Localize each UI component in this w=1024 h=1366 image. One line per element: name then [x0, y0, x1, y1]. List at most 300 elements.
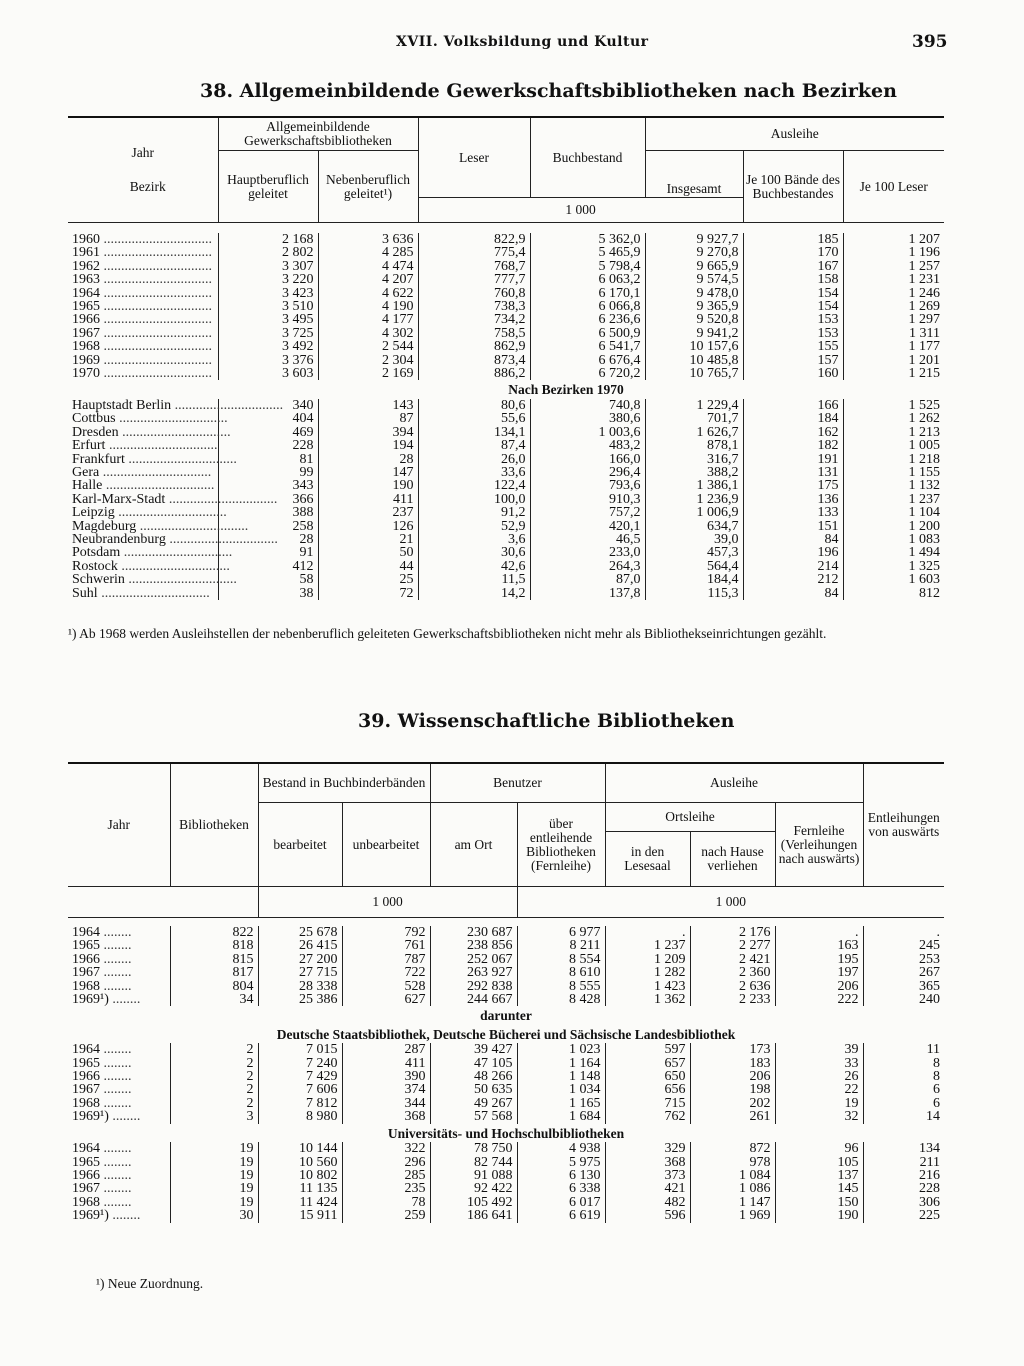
cell-value: 133 [743, 506, 843, 519]
col-hauptberuflich: Hauptberuflich geleitet [227, 171, 309, 201]
row-label: Gera ............................... [72, 464, 212, 480]
cell-value: 19 [170, 1169, 258, 1182]
cell-value: 738,3 [418, 300, 530, 313]
cell-value: 136 [743, 493, 843, 506]
cell-value: 760,8 [418, 287, 530, 300]
section-label: Nach Bezirken 1970 [508, 382, 624, 398]
cell-value: 143 [318, 399, 418, 412]
cell-value: 134 [863, 1142, 944, 1155]
cell-value: 80,6 [418, 399, 530, 412]
cell-value: 15 911 [258, 1209, 342, 1222]
cell-value: 2 [170, 1070, 258, 1083]
cell-value: 1 257 [843, 260, 944, 273]
cell-value: 322 [342, 1142, 430, 1155]
row-label-text: Hauptstadt Berlin [72, 397, 172, 413]
cell-value: 2 [170, 1097, 258, 1110]
table-38 [68, 116, 944, 600]
cell-value: 47 105 [430, 1057, 517, 1070]
row-label: 1966 ........ [72, 951, 132, 967]
row-label: 1964 ........ [72, 1141, 132, 1157]
row-label-text: 1966 [72, 1167, 100, 1183]
col-bezirk: Bezirk [129, 179, 166, 194]
cell-value: 5 798,4 [530, 260, 645, 273]
table-row [68, 1083, 944, 1096]
cell-value: 162 [743, 426, 843, 439]
cell-value: 1 213 [843, 426, 944, 439]
cell-value: 701,7 [645, 412, 743, 425]
table-row [68, 313, 944, 326]
cell-value: 564,4 [645, 560, 743, 573]
table-row [68, 1043, 944, 1056]
cell-value: 78 [342, 1196, 430, 1209]
cell-value: 57 568 [430, 1110, 517, 1123]
cell-value: 722 [342, 966, 430, 979]
cell-value: 978 [690, 1156, 775, 1169]
cell-value: 340 [218, 399, 318, 412]
cell-value: 3 636 [318, 233, 418, 246]
cell-value: 6 338 [517, 1182, 605, 1195]
cell-value: 9 520,8 [645, 313, 743, 326]
cell-value: 872 [690, 1142, 775, 1155]
table-38-footnote: ¹) Ab 1968 werden Ausleihstellen der nebenberuflich geleiteten Gewerkschaftsbibliotheken nicht mehr als Bibliothekseinrichtungen gezählt. [68, 626, 827, 641]
cell-value: 27 200 [258, 953, 342, 966]
col-nebenberuflich: Nebenberuflich geleitet¹) [326, 171, 410, 201]
table-row [68, 1156, 944, 1169]
cell-value: 19 [170, 1196, 258, 1209]
cell-value: 3 495 [218, 313, 318, 326]
cell-value: 84 [743, 533, 843, 546]
cell-value: 8 554 [517, 953, 605, 966]
cell-value: 87 [318, 412, 418, 425]
page-number: 395 [912, 32, 948, 52]
table-38-header [68, 117, 944, 233]
col-ausleihe: Ausleihe [710, 775, 759, 790]
table-row [68, 546, 944, 559]
cell-value: 4 938 [517, 1142, 605, 1155]
cell-value: 190 [775, 1209, 863, 1222]
cell-value: 792 [342, 926, 430, 939]
cell-value: 6 063,2 [530, 273, 645, 286]
col-am-ort: am Ort [454, 836, 493, 852]
cell-value: 457,3 [645, 546, 743, 559]
row-label: Schwerin ............................... [72, 572, 237, 588]
cell-value: 1 083 [843, 533, 944, 546]
cell-value: 285 [342, 1169, 430, 1182]
cell-value: 7 812 [258, 1097, 342, 1110]
cell-value: 8 [863, 1070, 944, 1083]
cell-value: 1 231 [843, 273, 944, 286]
cell-value: 388 [218, 506, 318, 519]
cell-value: 39 427 [430, 1043, 517, 1056]
cell-value: 1 132 [843, 479, 944, 492]
col-benutzer: Benutzer [493, 775, 542, 790]
cell-value: 777,7 [418, 273, 530, 286]
cell-value: 388,2 [645, 466, 743, 479]
cell-value: 25 [318, 573, 418, 586]
cell-value: 8 555 [517, 980, 605, 993]
cell-value: . [775, 926, 863, 939]
cell-value: 757,2 [530, 506, 645, 519]
cell-value: 4 207 [318, 273, 418, 286]
table-row [68, 260, 944, 273]
cell-value: 8 610 [517, 966, 605, 979]
cell-value: 28 [318, 453, 418, 466]
cell-value: 1 155 [843, 466, 944, 479]
cell-value: 1 165 [517, 1097, 605, 1110]
cell-value: 167 [743, 260, 843, 273]
cell-value: 9 365,9 [645, 300, 743, 313]
cell-value: 228 [218, 439, 318, 452]
row-label-text: Rostock [72, 558, 118, 574]
table-row [68, 354, 944, 367]
cell-value: 211 [863, 1156, 944, 1169]
cell-value: 316,7 [645, 453, 743, 466]
cell-value: 22 [775, 1083, 863, 1096]
cell-value: 1 215 [843, 367, 944, 380]
table-row [68, 327, 944, 340]
cell-value: 596 [605, 1209, 690, 1222]
row-label-text: 1967 [72, 965, 100, 981]
cell-value: 33 [775, 1057, 863, 1070]
row-label-text: 1960 [72, 232, 100, 247]
cell-value: 92 422 [430, 1182, 517, 1195]
cell-value: 252 067 [430, 953, 517, 966]
table-row [68, 453, 944, 466]
cell-value: 91 [218, 546, 318, 559]
cell-value: . [863, 926, 944, 939]
cell-value: 259 [342, 1209, 430, 1222]
cell-value: 8 980 [258, 1110, 342, 1123]
cell-value: 185 [743, 233, 843, 246]
cell-value: 147 [318, 466, 418, 479]
col-insgesamt: Insgesamt [666, 181, 722, 196]
row-label: 1968 ............................... [72, 339, 212, 355]
cell-value: 1 525 [843, 399, 944, 412]
cell-value: 26 [775, 1070, 863, 1083]
row-label: Karl-Marx-Stadt ............................... [72, 491, 278, 507]
row-label: Rostock ............................... [72, 558, 230, 574]
row-label: 1970 ............................... [72, 366, 212, 382]
cell-value: 411 [342, 1057, 430, 1070]
col-unbearbeitet: unbearbeitet [352, 836, 420, 852]
cell-value: 344 [342, 1097, 430, 1110]
cell-value: 115,3 [645, 587, 743, 600]
table-38-years [68, 233, 944, 380]
cell-value: 14 [863, 1110, 944, 1123]
col-ueber-entleihende: über entleihende Bibliotheken (Fernleihe) [526, 815, 596, 873]
cell-value: 206 [690, 1070, 775, 1083]
table-row [68, 493, 944, 506]
cell-value: 222 [775, 993, 863, 1006]
cell-value: 235 [342, 1182, 430, 1195]
cell-value: 2 277 [690, 939, 775, 952]
cell-value: 153 [743, 327, 843, 340]
table-row [68, 506, 944, 519]
cell-value: 420,1 [530, 520, 645, 533]
row-label-text: 1966 [72, 312, 100, 328]
cell-value: 380,6 [530, 412, 645, 425]
cell-value: 134,1 [418, 426, 530, 439]
cell-value: 2 233 [690, 993, 775, 1006]
cell-value: 154 [743, 300, 843, 313]
cell-value: 84 [743, 587, 843, 600]
table-row [68, 1110, 944, 1123]
cell-value: 3 510 [218, 300, 318, 313]
cell-value: 3 725 [218, 327, 318, 340]
row-label: 1969¹) ........ [72, 992, 141, 1008]
cell-value: 9 665,9 [645, 260, 743, 273]
table-row [68, 399, 944, 412]
row-label-text: Leipzig [72, 505, 115, 521]
cell-value: 878,1 [645, 439, 743, 452]
cell-value: 528 [342, 980, 430, 993]
row-label: Erfurt ............................... [72, 438, 218, 454]
cell-value: 1 362 [605, 993, 690, 1006]
cell-value: 30,6 [418, 546, 530, 559]
cell-value: 160 [743, 367, 843, 380]
cell-value: 19 [170, 1182, 258, 1195]
row-label-text: 1965 [72, 1055, 100, 1071]
row-label: 1969¹) ........ [72, 1208, 141, 1224]
row-label-text: 1965 [72, 938, 100, 954]
table-39-footnote: ¹) Neue Zuordnung. [96, 1276, 204, 1291]
cell-value: 1 603 [843, 573, 944, 586]
cell-value: 657 [605, 1057, 690, 1070]
row-label-text: 1964 [72, 285, 100, 301]
cell-value: 3 376 [218, 354, 318, 367]
cell-value: 2 [170, 1083, 258, 1096]
table-39-body [68, 926, 944, 1223]
cell-value: 1 209 [605, 953, 690, 966]
cell-value: 1 236,9 [645, 493, 743, 506]
row-label-text: 1967 [72, 1082, 100, 1098]
cell-value: 329 [605, 1142, 690, 1155]
cell-value: 1 034 [517, 1083, 605, 1096]
cell-value: 263 927 [430, 966, 517, 979]
row-label-text: Dresden [72, 424, 119, 440]
cell-value: 6 541,7 [530, 340, 645, 353]
cell-value: 1 325 [843, 560, 944, 573]
cell-value: 52,9 [418, 520, 530, 533]
cell-value: 1 237 [843, 493, 944, 506]
cell-value: 9 270,8 [645, 246, 743, 259]
cell-value: 886,2 [418, 367, 530, 380]
col-bearbeitet: bearbeitet [273, 836, 327, 852]
row-label-text: Potsdam [72, 545, 121, 561]
row-label-text: 1964 [72, 1141, 100, 1157]
cell-value: 44 [318, 560, 418, 573]
cell-value: 237 [318, 506, 418, 519]
cell-value: 343 [218, 479, 318, 492]
cell-value: 2 544 [318, 340, 418, 353]
row-label: 1965 ........ [72, 1055, 132, 1071]
cell-value: 1 003,6 [530, 426, 645, 439]
col-jahr: Jahr [131, 145, 154, 160]
cell-value: 8 211 [517, 939, 605, 952]
cell-value: 404 [218, 412, 318, 425]
cell-value: 815 [170, 953, 258, 966]
cell-value: 184,4 [645, 573, 743, 586]
cell-value: 3,6 [418, 533, 530, 546]
cell-value: 3 423 [218, 287, 318, 300]
table-row [68, 300, 944, 313]
table-row [68, 1057, 944, 1070]
row-label: Cottbus ............................... [72, 411, 228, 427]
cell-value: 126 [318, 520, 418, 533]
cell-value: 1 201 [843, 354, 944, 367]
row-label: 1966 ........ [72, 1069, 132, 1085]
group-label: Universitäts- und Hochschulbibliotheken [387, 1125, 625, 1141]
row-label-text: Erfurt [72, 438, 106, 454]
cell-value: 366 [218, 493, 318, 506]
cell-value: 10 560 [258, 1156, 342, 1169]
table-row [68, 233, 944, 246]
cell-value: 822 [170, 926, 258, 939]
row-label-text: 1968 [72, 978, 100, 994]
row-label-text: 1968 [72, 1095, 100, 1111]
cell-value: 19 [170, 1142, 258, 1155]
row-label-text: Gera [72, 464, 100, 480]
cell-value: 862,9 [418, 340, 530, 353]
col-leser: Leser [459, 149, 489, 165]
cell-value: 175 [743, 479, 843, 492]
cell-value: 183 [690, 1057, 775, 1070]
col-group-libraries: Allgemeinbildende Gewerkschaftsbibliotheken [244, 119, 392, 148]
cell-value: 21 [318, 533, 418, 546]
cell-value: 1 006,9 [645, 506, 743, 519]
table-row [68, 980, 944, 993]
cell-value: 195 [775, 953, 863, 966]
cell-value: 775,4 [418, 246, 530, 259]
row-label-text: Schwerin [72, 572, 125, 588]
cell-value: 238 856 [430, 939, 517, 952]
table-row [68, 926, 944, 939]
cell-value: 7 429 [258, 1070, 342, 1083]
cell-value: 225 [863, 1209, 944, 1222]
cell-value: 2 360 [690, 966, 775, 979]
row-label: Potsdam ............................... [72, 545, 233, 561]
col-lesesaal: in den Lesesaal [624, 844, 671, 873]
cell-value: 6 676,4 [530, 354, 645, 367]
cell-value: 166 [743, 399, 843, 412]
cell-value: 818 [170, 939, 258, 952]
table-row [68, 520, 944, 533]
cell-value: 2 304 [318, 354, 418, 367]
col-entleihungen: Entleihungen von auswärts [867, 810, 940, 839]
row-label-text: 1967 [72, 325, 100, 341]
cell-value: 190 [318, 479, 418, 492]
row-label-text: 1964 [72, 1042, 100, 1058]
row-label-text: 1968 [72, 339, 100, 355]
cell-value: 19 [775, 1097, 863, 1110]
table-39-title: 39. Wissenschaftliche Bibliotheken [358, 710, 735, 732]
row-label: 1969¹) ........ [72, 1109, 141, 1125]
cell-value: 6 236,6 [530, 313, 645, 326]
cell-value: 233,0 [530, 546, 645, 559]
cell-value: 627 [342, 993, 430, 1006]
chapter-title: XVII. Volksbildung und Kultur [396, 34, 649, 50]
cell-value: 3 [170, 1110, 258, 1123]
cell-value: 1 164 [517, 1057, 605, 1070]
cell-value: 173 [690, 1043, 775, 1056]
cell-value: 2 168 [218, 233, 318, 246]
row-label: 1969 ............................... [72, 352, 212, 368]
cell-value: 734,2 [418, 313, 530, 326]
cell-value: 78 750 [430, 1142, 517, 1155]
cell-value: 2 636 [690, 980, 775, 993]
row-label-text: 1965 [72, 299, 100, 315]
cell-value: 873,4 [418, 354, 530, 367]
cell-value: 822,9 [418, 233, 530, 246]
cell-value: 787 [342, 953, 430, 966]
row-label-text: 1966 [72, 951, 100, 967]
cell-value: 2 169 [318, 367, 418, 380]
table-row [68, 939, 944, 952]
cell-value: . [605, 926, 690, 939]
cell-value: 1 229,4 [645, 399, 743, 412]
unit-label-1: 1 000 [372, 894, 403, 909]
cell-value: 1 282 [605, 966, 690, 979]
row-label: Dresden ............................... [72, 424, 231, 440]
cell-value: 157 [743, 354, 843, 367]
cell-value: 1 237 [605, 939, 690, 952]
cell-value: 762 [605, 1110, 690, 1123]
cell-value: 214 [743, 560, 843, 573]
cell-value: 3 220 [218, 273, 318, 286]
cell-value: 374 [342, 1083, 430, 1096]
row-label-text: Frankfurt [72, 451, 125, 467]
cell-value: 11 [863, 1043, 944, 1056]
cell-value: 6 500,9 [530, 327, 645, 340]
cell-value: 1 626,7 [645, 426, 743, 439]
cell-value: 1 177 [843, 340, 944, 353]
cell-value: 184 [743, 412, 843, 425]
cell-value: 1 494 [843, 546, 944, 559]
table-row [68, 246, 944, 259]
cell-value: 634,7 [645, 520, 743, 533]
row-label-text: 1964 [72, 925, 100, 940]
col-nach-hause: nach Hause verliehen [701, 844, 764, 873]
col-jahr: Jahr [107, 817, 130, 832]
cell-value: 8 428 [517, 993, 605, 1006]
col-bibliotheken: Bibliotheken [179, 817, 249, 832]
cell-value: 50 [318, 546, 418, 559]
cell-value: 46,5 [530, 533, 645, 546]
cell-value: 1 262 [843, 412, 944, 425]
cell-value: 264,3 [530, 560, 645, 573]
group-label: darunter [480, 1008, 532, 1024]
cell-value: 14,2 [418, 587, 530, 600]
cell-value: 768,7 [418, 260, 530, 273]
cell-value: 81 [218, 453, 318, 466]
cell-value: 194 [318, 439, 418, 452]
cell-value: 202 [690, 1097, 775, 1110]
cell-value: 8 [863, 1057, 944, 1070]
cell-value: 82 744 [430, 1156, 517, 1169]
cell-value: 2 [170, 1057, 258, 1070]
cell-value: 761 [342, 939, 430, 952]
table-row [68, 533, 944, 546]
cell-value: 1 969 [690, 1209, 775, 1222]
row-label: 1964 ............................... [72, 285, 212, 301]
row-label-text: 1961 [72, 245, 100, 261]
cell-value: 368 [605, 1156, 690, 1169]
cell-value: 4 622 [318, 287, 418, 300]
cell-value: 482 [605, 1196, 690, 1209]
cell-value: 469 [218, 426, 318, 439]
cell-value: 10 144 [258, 1142, 342, 1155]
table-row [68, 1097, 944, 1110]
